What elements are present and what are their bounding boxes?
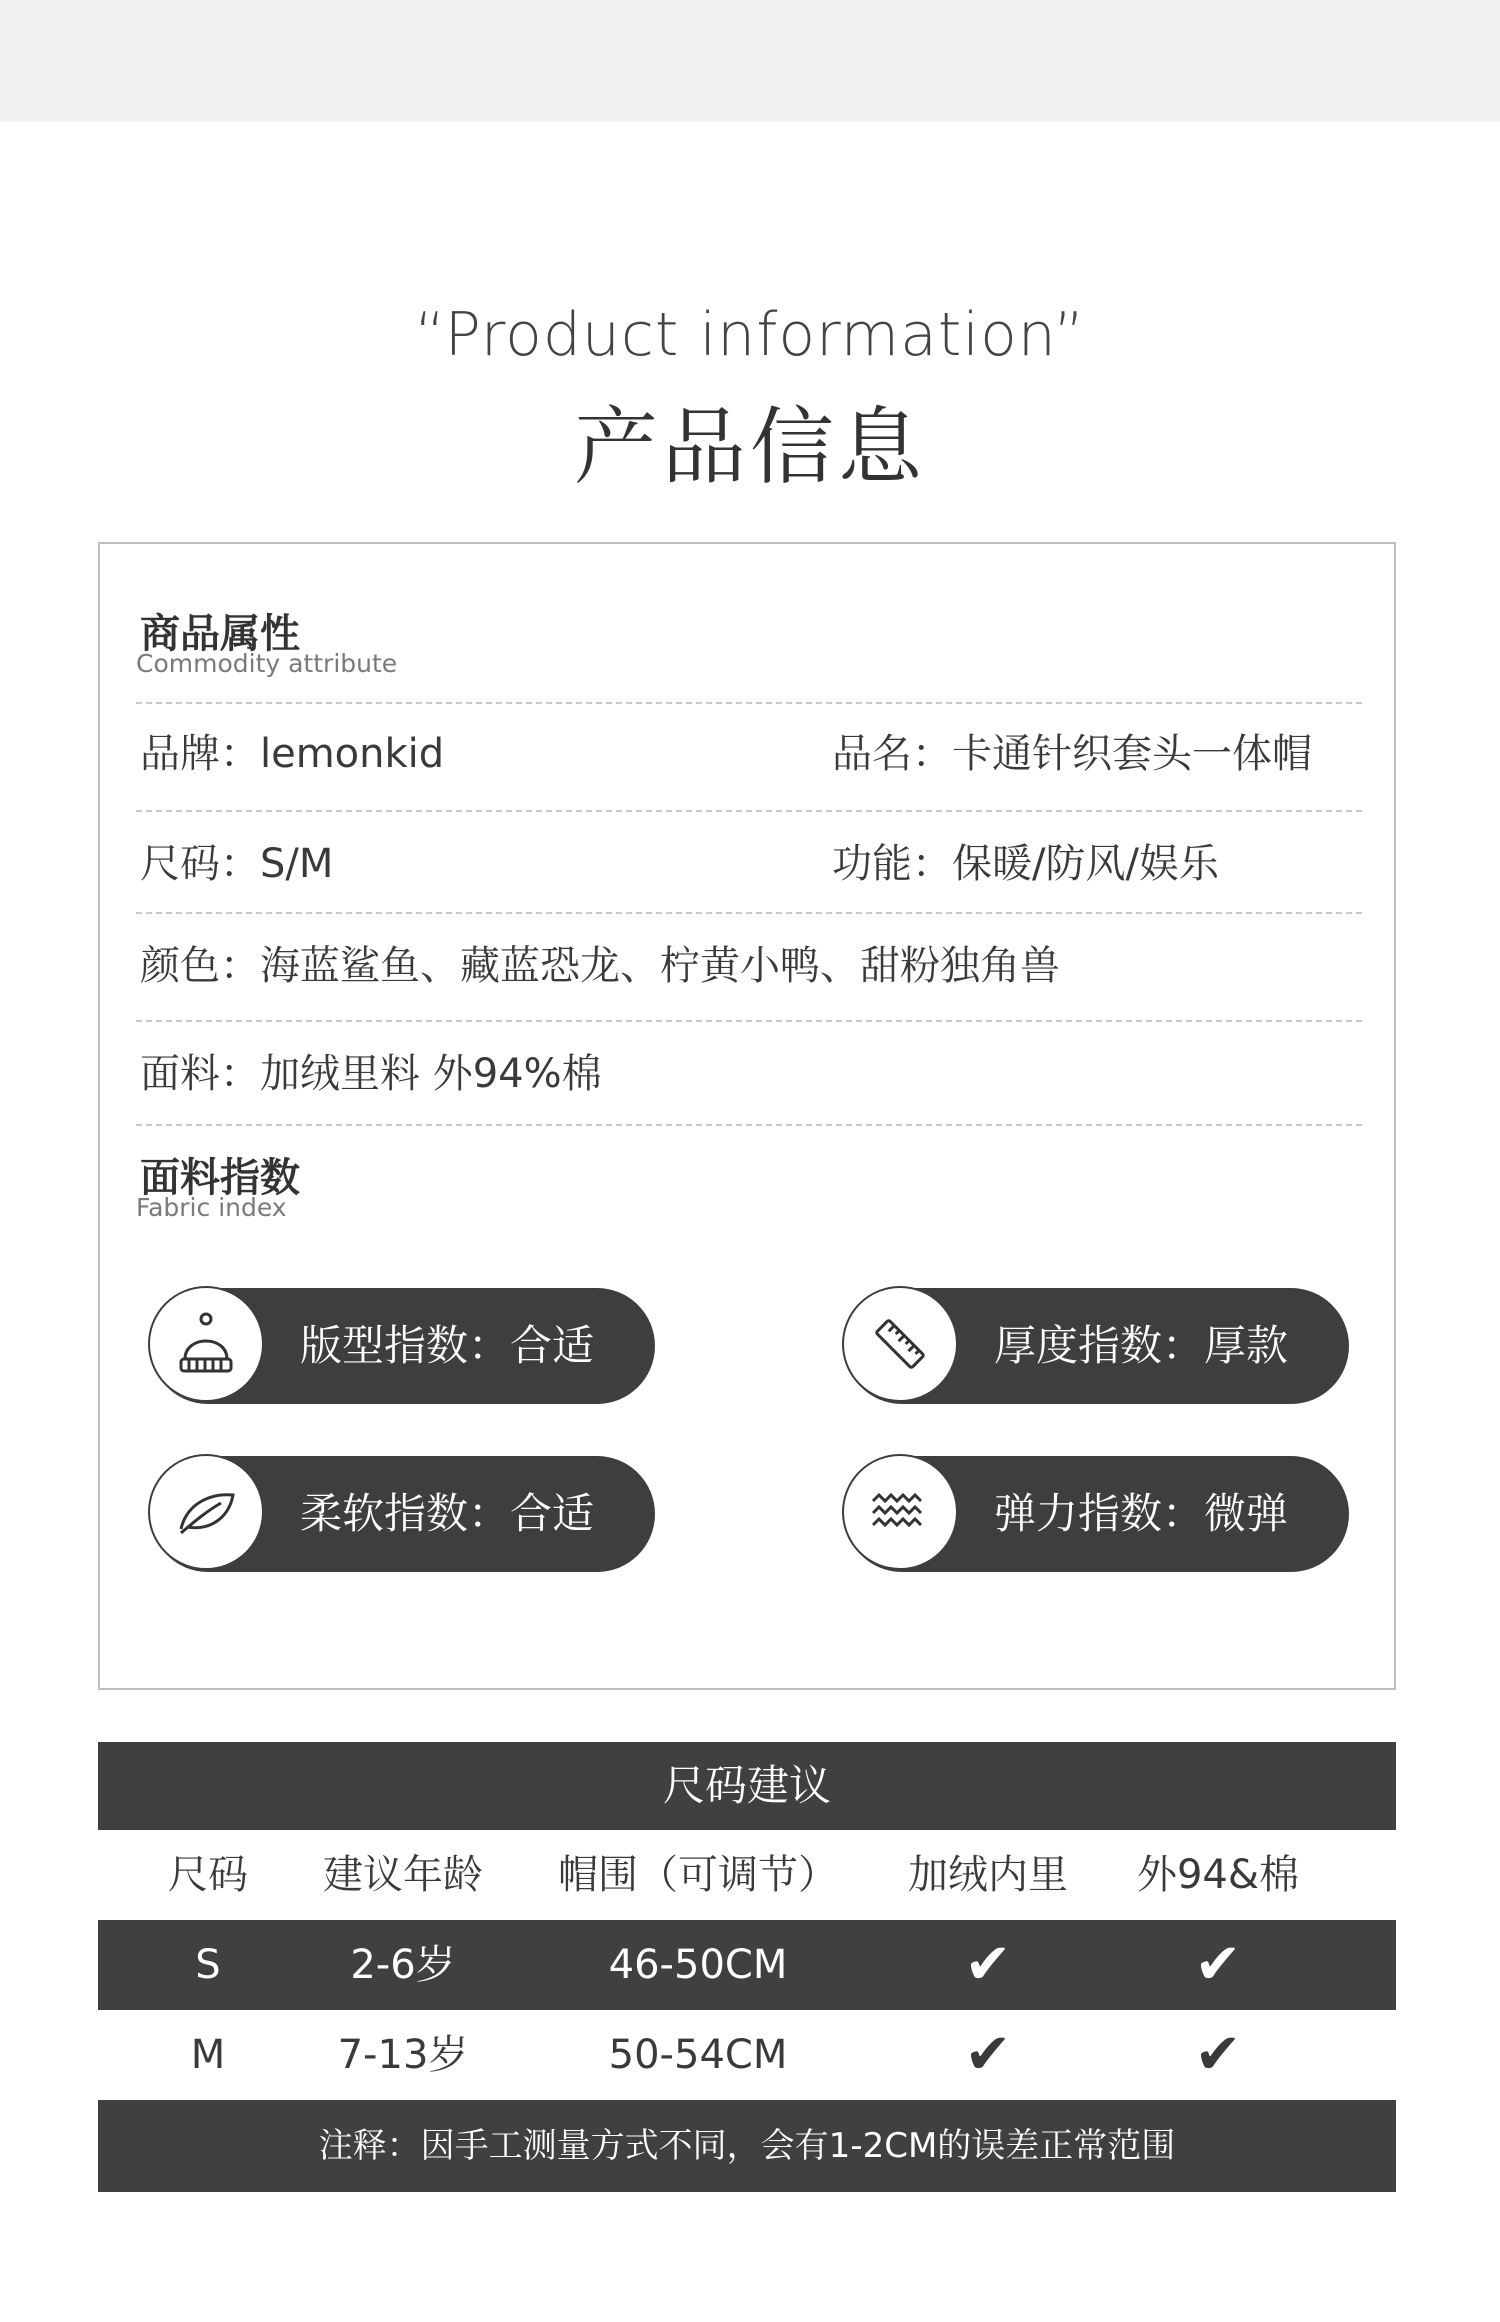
divider [136, 810, 1362, 812]
product-attribute-card [98, 542, 1396, 1690]
title-english: “Product information” [414, 300, 1086, 370]
table-cell: M [190, 2032, 226, 2078]
fabric-index-label: 厚度指数：厚款 [994, 1321, 1289, 1370]
section-title-en: Fabric index [136, 1193, 287, 1222]
fabric-index-heading [136, 1155, 300, 1222]
table-row [98, 1920, 1396, 2010]
table-header: 建议年龄 [323, 1852, 483, 1898]
table-row [98, 2010, 1396, 2100]
hat-icon [148, 1286, 264, 1402]
attr-name: 品名：卡通针织套头一体帽 [832, 731, 1312, 777]
table-header: 加绒内里 [908, 1852, 1068, 1898]
ruler-icon [842, 1286, 958, 1402]
commodity-attribute-heading [136, 611, 398, 678]
fabric-index-label: 柔软指数：合适 [300, 1489, 595, 1538]
title-chinese: 产品信息 [573, 398, 926, 496]
fabric-index-fit [150, 1288, 655, 1404]
top-band [0, 0, 1500, 122]
size-table-title-row [98, 1742, 1396, 1830]
fabric-index-label: 弹力指数：微弹 [994, 1489, 1289, 1538]
attr-color: 颜色：海蓝鲨鱼、藏蓝恐龙、柠黄小鸭、甜粉独角兽 [140, 943, 1060, 989]
table-cell: 2-6岁 [350, 1942, 456, 1988]
table-cell: 7-13岁 [337, 2032, 469, 2078]
leaf-icon [148, 1454, 264, 1570]
attr-size: 尺码：S/M [140, 841, 334, 887]
table-header: 帽围（可调节） [558, 1852, 838, 1898]
section-title-en: Commodity attribute [136, 649, 398, 678]
wave-icon [842, 1454, 958, 1570]
check-icon: ✔ [964, 1932, 1012, 1997]
section-title-cn: 面料指数 [140, 1155, 300, 1201]
fabric-index-softness [150, 1456, 655, 1572]
table-header: 尺码 [168, 1852, 248, 1898]
divider [136, 702, 1362, 704]
attr-fabric: 面料：加绒里料 外94%棉 [140, 1051, 602, 1097]
attr-function: 功能：保暖/防风/娱乐 [832, 841, 1219, 887]
fabric-index-label: 版型指数：合适 [300, 1321, 595, 1370]
size-table-header-row [98, 1830, 1396, 1920]
check-icon: ✔ [964, 2022, 1012, 2087]
size-table-note: 注释：因手工测量方式不同，会有1-2CM的误差正常范围 [318, 2126, 1176, 2166]
section-title-cn: 商品属性 [140, 611, 300, 657]
table-header: 外94&棉 [1136, 1852, 1300, 1898]
table-cell: S [195, 1942, 221, 1988]
divider [136, 1020, 1362, 1022]
table-cell: 46-50CM [608, 1942, 788, 1988]
table-cell: 50-54CM [608, 2032, 788, 2078]
size-table-title: 尺码建议 [662, 1761, 831, 1810]
fabric-index-elasticity [844, 1456, 1349, 1572]
size-table-note-row [98, 2100, 1396, 2192]
divider [136, 912, 1362, 914]
attr-brand: 品牌：lemonkid [140, 731, 445, 777]
fabric-index-thickness [844, 1288, 1349, 1404]
check-icon: ✔ [1194, 2022, 1242, 2087]
check-icon: ✔ [1194, 1932, 1242, 1997]
divider [136, 1124, 1362, 1126]
